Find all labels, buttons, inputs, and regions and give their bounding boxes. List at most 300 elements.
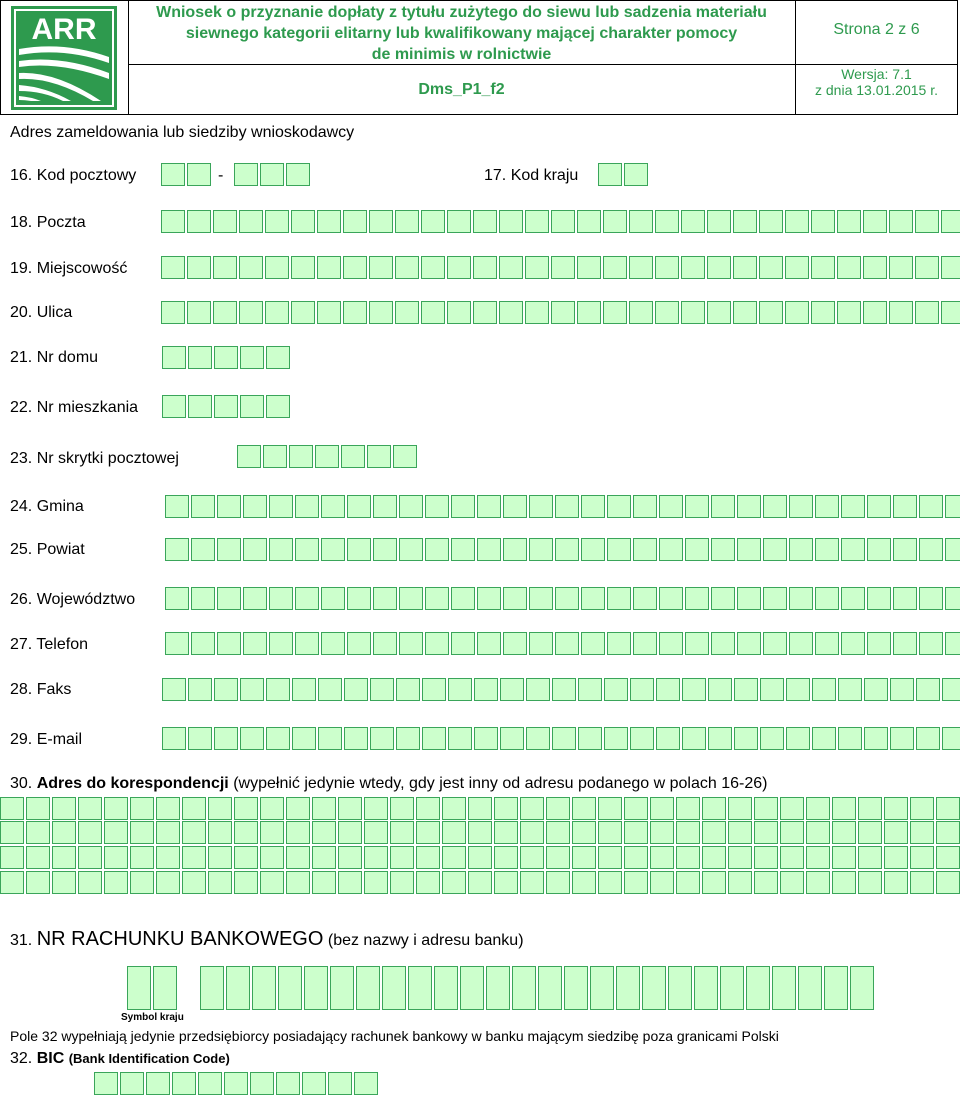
input-box[interactable] [867,587,891,610]
input-box[interactable] [676,821,700,844]
input-box[interactable] [291,301,315,324]
input-box[interactable] [214,727,238,750]
input-box[interactable] [292,727,316,750]
input-box[interactable] [295,632,319,655]
input-box[interactable] [629,210,653,233]
input-box[interactable] [447,210,471,233]
input-box[interactable] [685,538,709,561]
city-input[interactable] [161,256,960,279]
input-box[interactable] [369,210,393,233]
input-box[interactable] [728,797,752,820]
input-box[interactable] [473,256,497,279]
input-box[interactable] [239,210,263,233]
input-box[interactable] [650,821,674,844]
input-box[interactable] [265,210,289,233]
input-box[interactable] [633,538,657,561]
input-box[interactable] [728,846,752,869]
input-box[interactable] [234,821,258,844]
input-box[interactable] [650,871,674,894]
input-box[interactable] [746,966,770,1010]
input-box[interactable] [312,821,336,844]
input-box[interactable] [552,678,576,701]
input-box[interactable] [754,871,778,894]
input-box[interactable] [214,346,238,369]
input-box[interactable] [451,495,475,518]
bic-input[interactable] [94,1072,380,1095]
input-box[interactable] [208,821,232,844]
input-box[interactable] [624,846,648,869]
input-box[interactable] [759,210,783,233]
input-box[interactable] [338,821,362,844]
input-box[interactable] [369,301,393,324]
input-box[interactable] [217,538,241,561]
input-box[interactable] [812,678,836,701]
input-box[interactable] [0,871,24,894]
input-box[interactable] [317,256,341,279]
input-box[interactable] [304,966,328,1010]
input-box[interactable] [395,301,419,324]
input-box[interactable] [656,727,680,750]
municipality-input[interactable] [165,495,960,518]
input-box[interactable] [460,966,484,1010]
input-box[interactable] [520,797,544,820]
input-box[interactable] [286,821,310,844]
input-box[interactable] [910,821,934,844]
input-box[interactable] [780,821,804,844]
input-box[interactable] [598,163,622,186]
input-box[interactable] [425,495,449,518]
input-box[interactable] [633,632,657,655]
input-box[interactable] [416,846,440,869]
input-box[interactable] [893,587,917,610]
input-box[interactable] [763,587,787,610]
input-box[interactable] [266,727,290,750]
input-box[interactable] [52,846,76,869]
input-box[interactable] [538,966,562,1010]
input-box[interactable] [708,727,732,750]
input-box[interactable] [867,632,891,655]
input-box[interactable] [269,632,293,655]
input-box[interactable] [945,538,960,561]
county-input[interactable] [165,538,960,561]
input-box[interactable] [754,797,778,820]
input-box[interactable] [162,395,186,418]
input-box[interactable] [503,495,527,518]
input-box[interactable] [104,797,128,820]
input-box[interactable] [425,538,449,561]
input-box[interactable] [659,495,683,518]
input-box[interactable] [607,495,631,518]
input-box[interactable] [529,587,553,610]
input-box[interactable] [338,846,362,869]
input-box[interactable] [728,821,752,844]
input-box[interactable] [416,797,440,820]
input-box[interactable] [581,587,605,610]
input-box[interactable] [52,797,76,820]
input-box[interactable] [263,445,287,468]
input-box[interactable] [315,445,339,468]
input-box[interactable] [243,587,267,610]
input-box[interactable] [603,301,627,324]
input-box[interactable] [243,632,267,655]
input-box[interactable] [858,797,882,820]
input-box[interactable] [390,871,414,894]
input-box[interactable] [832,871,856,894]
input-box[interactable] [286,797,310,820]
input-box[interactable] [546,871,570,894]
input-box[interactable] [624,797,648,820]
input-box[interactable] [26,821,50,844]
input-box[interactable] [416,821,440,844]
input-box[interactable] [763,495,787,518]
input-box[interactable] [237,445,261,468]
input-box[interactable] [399,538,423,561]
input-box[interactable] [156,797,180,820]
input-box[interactable] [234,871,258,894]
input-box[interactable] [915,210,939,233]
input-box[interactable] [910,846,934,869]
input-box[interactable] [941,210,960,233]
input-box[interactable] [422,727,446,750]
input-box[interactable] [434,966,458,1010]
input-box[interactable] [317,210,341,233]
input-box[interactable] [494,821,518,844]
input-box[interactable] [578,678,602,701]
input-box[interactable] [396,678,420,701]
input-box[interactable] [789,632,813,655]
input-box[interactable] [182,797,206,820]
input-box[interactable] [474,678,498,701]
input-box[interactable] [685,587,709,610]
input-box[interactable] [603,256,627,279]
country-symbol-input[interactable] [127,966,179,1011]
input-box[interactable] [321,495,345,518]
input-box[interactable] [551,301,575,324]
input-box[interactable] [754,846,778,869]
input-box[interactable] [572,871,596,894]
input-box[interactable] [789,495,813,518]
input-box[interactable] [581,495,605,518]
input-box[interactable] [890,678,914,701]
input-box[interactable] [286,846,310,869]
input-box[interactable] [936,821,960,844]
input-box[interactable] [884,821,908,844]
input-box[interactable] [156,821,180,844]
input-box[interactable] [243,538,267,561]
input-box[interactable] [187,163,211,186]
input-box[interactable] [780,846,804,869]
input-box[interactable] [468,797,492,820]
input-box[interactable] [676,797,700,820]
input-box[interactable] [425,587,449,610]
input-box[interactable] [442,871,466,894]
input-box[interactable] [520,871,544,894]
input-box[interactable] [655,256,679,279]
input-box[interactable] [104,871,128,894]
input-box[interactable] [604,678,628,701]
input-box[interactable] [806,821,830,844]
input-box[interactable] [234,797,258,820]
input-box[interactable] [707,256,731,279]
input-box[interactable] [841,632,865,655]
input-box[interactable] [499,256,523,279]
input-box[interactable] [806,846,830,869]
input-box[interactable] [364,821,388,844]
input-box[interactable] [858,821,882,844]
input-box[interactable] [629,256,653,279]
input-box[interactable] [217,632,241,655]
input-box[interactable] [546,846,570,869]
input-box[interactable] [130,846,154,869]
input-box[interactable] [815,538,839,561]
input-box[interactable] [265,301,289,324]
input-box[interactable] [130,821,154,844]
input-box[interactable] [676,846,700,869]
input-box[interactable] [213,256,237,279]
input-box[interactable] [780,797,804,820]
input-box[interactable] [676,871,700,894]
input-box[interactable] [188,395,212,418]
input-box[interactable] [78,871,102,894]
input-box[interactable] [330,966,354,1010]
input-box[interactable] [564,966,588,1010]
input-box[interactable] [295,495,319,518]
input-box[interactable] [884,871,908,894]
input-box[interactable] [494,846,518,869]
input-box[interactable] [590,966,614,1010]
input-box[interactable] [624,163,648,186]
input-box[interactable] [473,301,497,324]
input-box[interactable] [399,587,423,610]
input-box[interactable] [503,587,527,610]
input-box[interactable] [344,727,368,750]
input-box[interactable] [448,727,472,750]
input-box[interactable] [494,797,518,820]
input-box[interactable] [607,538,631,561]
input-box[interactable] [499,301,523,324]
input-box[interactable] [442,846,466,869]
input-box[interactable] [213,210,237,233]
input-box[interactable] [863,256,887,279]
input-box[interactable] [546,797,570,820]
input-box[interactable] [240,678,264,701]
input-box[interactable] [373,587,397,610]
input-box[interactable] [451,587,475,610]
correspondence-row-2[interactable] [0,821,960,844]
input-box[interactable] [702,821,726,844]
input-box[interactable] [240,727,264,750]
correspondence-row-3[interactable] [0,846,960,869]
correspondence-row-1[interactable] [0,797,960,820]
input-box[interactable] [728,871,752,894]
input-box[interactable] [889,301,913,324]
input-box[interactable] [942,678,960,701]
input-box[interactable] [477,538,501,561]
input-box[interactable] [252,966,276,1010]
input-box[interactable] [806,797,830,820]
input-box[interactable] [624,871,648,894]
input-box[interactable] [474,727,498,750]
input-box[interactable] [945,632,960,655]
input-box[interactable] [520,846,544,869]
input-box[interactable] [208,871,232,894]
input-box[interactable] [172,1072,196,1095]
input-box[interactable] [811,256,835,279]
input-box[interactable] [318,727,342,750]
input-box[interactable] [785,210,809,233]
input-box[interactable] [572,797,596,820]
input-box[interactable] [343,301,367,324]
input-box[interactable] [328,1072,352,1095]
input-box[interactable] [915,256,939,279]
input-box[interactable] [286,163,310,186]
input-box[interactable] [347,538,371,561]
input-box[interactable] [754,821,778,844]
input-box[interactable] [555,495,579,518]
input-box[interactable] [598,846,622,869]
input-box[interactable] [26,797,50,820]
house-no-input[interactable] [162,346,292,369]
input-box[interactable] [863,210,887,233]
input-box[interactable] [295,538,319,561]
input-box[interactable] [572,846,596,869]
input-box[interactable] [395,256,419,279]
input-box[interactable] [156,846,180,869]
input-box[interactable] [525,210,549,233]
input-box[interactable] [260,821,284,844]
input-box[interactable] [468,871,492,894]
input-box[interactable] [889,210,913,233]
input-box[interactable] [451,538,475,561]
input-box[interactable] [260,846,284,869]
input-box[interactable] [711,632,735,655]
input-box[interactable] [760,678,784,701]
input-box[interactable] [286,871,310,894]
input-box[interactable] [356,966,380,1010]
input-box[interactable] [607,632,631,655]
input-box[interactable] [321,587,345,610]
input-box[interactable] [260,163,284,186]
input-box[interactable] [343,210,367,233]
input-box[interactable] [182,821,206,844]
input-box[interactable] [182,871,206,894]
input-box[interactable] [702,871,726,894]
input-box[interactable] [702,797,726,820]
input-box[interactable] [367,445,391,468]
input-box[interactable] [234,846,258,869]
input-box[interactable] [890,727,914,750]
input-box[interactable] [447,256,471,279]
input-box[interactable] [187,301,211,324]
input-box[interactable] [240,395,264,418]
input-box[interactable] [153,966,177,1010]
input-box[interactable] [832,821,856,844]
input-box[interactable] [832,846,856,869]
input-box[interactable] [936,797,960,820]
input-box[interactable] [526,727,550,750]
input-box[interactable] [811,301,835,324]
input-box[interactable] [0,846,24,869]
input-box[interactable] [682,727,706,750]
account-number-input[interactable] [200,966,876,1010]
input-box[interactable] [577,301,601,324]
input-box[interactable] [399,495,423,518]
input-box[interactable] [188,346,212,369]
input-box[interactable] [321,632,345,655]
input-box[interactable] [555,587,579,610]
input-box[interactable] [265,256,289,279]
input-box[interactable] [165,632,189,655]
input-box[interactable] [182,846,206,869]
input-box[interactable] [343,256,367,279]
input-box[interactable] [815,587,839,610]
input-box[interactable] [520,821,544,844]
input-box[interactable] [893,538,917,561]
input-box[interactable] [217,587,241,610]
input-box[interactable] [681,210,705,233]
input-box[interactable] [289,445,313,468]
input-box[interactable] [863,301,887,324]
input-box[interactable] [408,966,432,1010]
input-box[interactable] [798,966,822,1010]
input-box[interactable] [364,871,388,894]
input-box[interactable] [250,1072,274,1095]
input-box[interactable] [214,395,238,418]
input-box[interactable] [373,495,397,518]
input-box[interactable] [650,797,674,820]
input-box[interactable] [682,678,706,701]
input-box[interactable] [525,301,549,324]
input-box[interactable] [130,797,154,820]
input-box[interactable] [815,495,839,518]
input-box[interactable] [832,797,856,820]
input-box[interactable] [317,301,341,324]
input-box[interactable] [161,301,185,324]
input-box[interactable] [276,1072,300,1095]
input-box[interactable] [867,538,891,561]
input-box[interactable] [858,846,882,869]
input-box[interactable] [529,632,553,655]
input-box[interactable] [785,301,809,324]
input-box[interactable] [382,966,406,1010]
input-box[interactable] [0,797,24,820]
input-box[interactable] [785,256,809,279]
input-box[interactable] [266,678,290,701]
input-box[interactable] [841,538,865,561]
fax-input[interactable] [162,678,960,701]
input-box[interactable] [165,538,189,561]
input-box[interactable] [772,966,796,1010]
input-box[interactable] [789,587,813,610]
input-box[interactable] [321,538,345,561]
input-box[interactable] [369,256,393,279]
email-input[interactable] [162,727,960,750]
input-box[interactable] [500,727,524,750]
input-box[interactable] [338,797,362,820]
input-box[interactable] [945,495,960,518]
input-box[interactable] [555,632,579,655]
input-box[interactable] [266,346,290,369]
input-box[interactable] [572,821,596,844]
input-box[interactable] [711,495,735,518]
input-box[interactable] [910,871,934,894]
input-box[interactable] [395,210,419,233]
input-box[interactable] [893,632,917,655]
input-box[interactable] [226,966,250,1010]
input-box[interactable] [312,871,336,894]
input-box[interactable] [789,538,813,561]
input-box[interactable] [737,495,761,518]
